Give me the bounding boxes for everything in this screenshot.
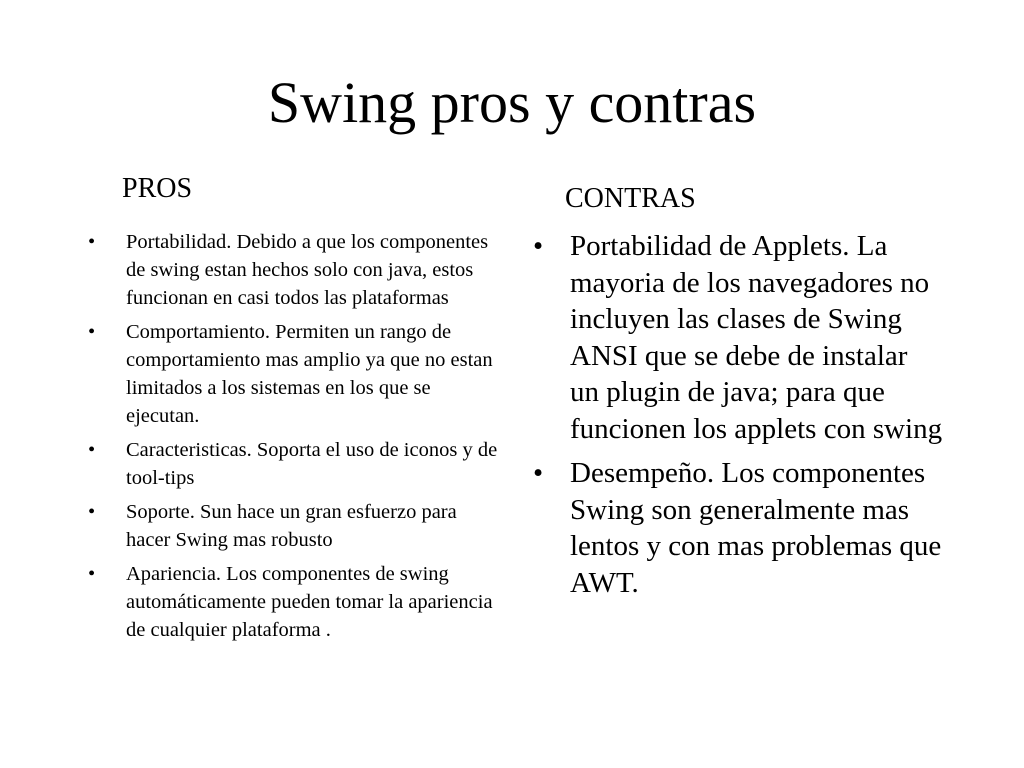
pros-item bbox=[88, 498, 498, 554]
bullet-icon: • bbox=[88, 321, 96, 343]
pros-item-text: Apariencia. Los componentes de swing automáticamente pueden tomar la apariencia de cualquier plataforma . bbox=[126, 563, 493, 641]
contras-list bbox=[533, 228, 943, 609]
pros-item bbox=[88, 228, 498, 312]
bullet-icon: • bbox=[88, 439, 96, 461]
bullet-icon: • bbox=[533, 457, 544, 489]
contras-heading: CONTRAS bbox=[565, 183, 696, 214]
pros-item-text: Caracteristicas. Soporta el uso de iconos y de tool-tips bbox=[126, 439, 498, 489]
pros-item-text: Comportamiento. Permiten un rango de comportamiento mas amplio ya que no estan limitados a los sistemas en los que se ejecutan. bbox=[126, 321, 493, 427]
contras-item bbox=[533, 455, 943, 601]
slide-title: Swing pros y contras bbox=[267, 70, 757, 135]
bullet-icon: • bbox=[88, 501, 96, 523]
contras-item bbox=[533, 228, 943, 447]
pros-item bbox=[88, 318, 498, 430]
bullet-icon: • bbox=[88, 231, 96, 253]
bullet-icon: • bbox=[88, 563, 96, 585]
pros-list bbox=[88, 228, 498, 650]
bullet-icon: • bbox=[533, 230, 544, 262]
contras-item-text: Desempeño. Los componentes Swing son generalmente mas lentos y con mas problemas que AWT. bbox=[570, 457, 942, 599]
pros-item-text: Portabilidad. Debido a que los componentes de swing estan hechos solo con java, estos funcionan en casi todos las plataformas bbox=[126, 231, 489, 309]
pros-item-text: Soporte. Sun hace un gran esfuerzo para hacer Swing mas robusto bbox=[126, 501, 457, 551]
pros-item bbox=[88, 560, 498, 644]
pros-item bbox=[88, 436, 498, 492]
contras-item-text: Portabilidad de Applets. La mayoria de los navegadores no incluyen las clases de Swing ANSI que se debe de instalar un plugin de java; para que funcionen los applets con swing bbox=[570, 230, 943, 445]
pros-heading: PROS bbox=[122, 173, 193, 204]
